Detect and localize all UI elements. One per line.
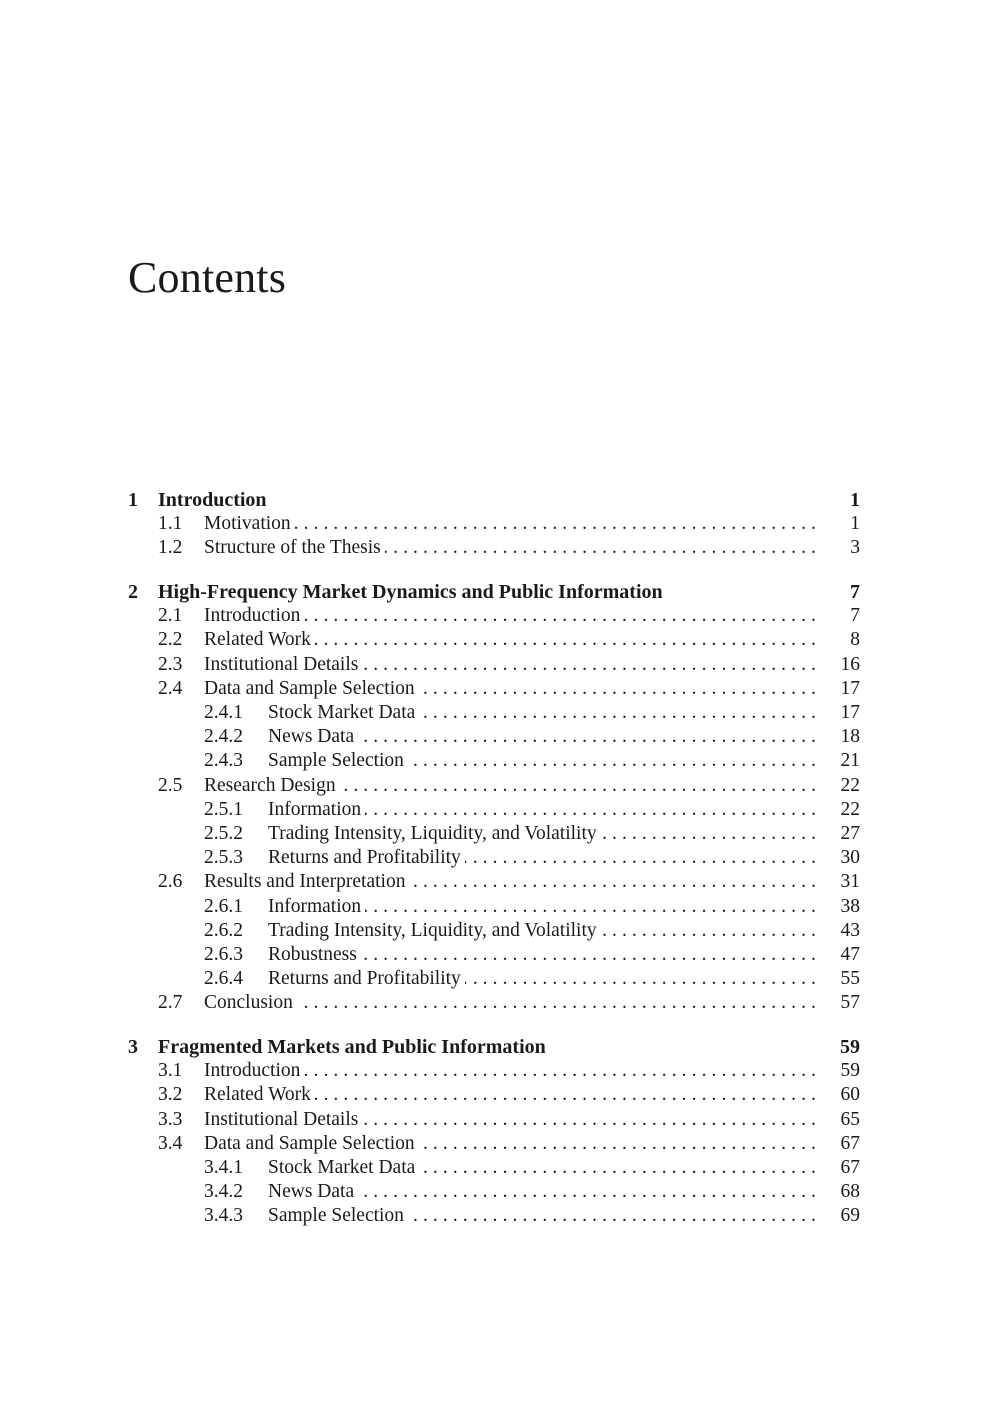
toc-entry-number: 2.3 [158,653,183,675]
toc-entry-page: 1 [850,513,860,535]
toc-entry-title-text: Fragmented Markets and Public Information [158,1036,550,1058]
toc-entry-number: 3.2 [158,1084,183,1106]
toc-subsection[interactable] [128,943,860,967]
toc-entry-page: 59 [840,1035,860,1058]
toc-entry-title-text: Information [268,799,365,820]
toc-entry-title [158,1035,816,1059]
toc-entry-number: 2.5.3 [204,847,243,869]
toc-entry-title [268,1156,816,1180]
toc-subsection[interactable] [128,749,860,773]
toc-entry-title [204,774,816,798]
toc-entry-title-text: Research Design [204,775,340,796]
toc-entry-title [204,870,816,894]
toc-entry-title-text: Stock Market Data [268,1157,419,1178]
toc-entry-title [204,536,816,560]
toc-entry-title-text: Data and Sample Selection [204,1133,419,1154]
toc-entry-title-text: Related Work [204,1084,315,1105]
toc-entry-number: 2.6 [158,871,183,893]
toc-entry-number: 2.5 [158,774,183,796]
toc-chapter[interactable] [128,488,860,512]
toc-section[interactable] [128,1108,860,1132]
toc-entry-page: 43 [840,919,860,941]
toc-section[interactable] [128,604,860,628]
toc-entry-page: 55 [840,968,860,990]
toc-entry-number: 2.4.3 [204,750,243,772]
toc-entry-title-text: Introduction [158,489,271,511]
toc-entry-page: 8 [850,629,860,651]
toc-entry-title [268,895,816,919]
toc-entry-title [204,1083,816,1107]
toc-subsection[interactable] [128,1156,860,1180]
toc-entry-title [268,919,816,943]
toc-entry-title-text: News Data [268,726,358,747]
toc-entry-page: 17 [840,702,860,723]
toc-subsection[interactable] [128,1180,860,1204]
toc-entry-number: 3.4.1 [204,1156,243,1178]
toc-entry-number: 3.4.2 [204,1181,243,1203]
toc-section[interactable] [128,991,860,1015]
toc-section[interactable] [128,677,860,701]
toc-entry-page: 59 [840,1060,860,1082]
toc-entry-title-text: Sample Selection [268,750,408,771]
toc-entry-number: 3.1 [158,1060,183,1082]
toc-entry-page: 67 [840,1156,860,1178]
toc-entry-title-text: Institutional Details [204,654,362,675]
toc-entry-page: 1 [850,489,860,511]
toc-entry-page: 7 [850,605,860,627]
toc-entry-number: 2.2 [158,629,183,651]
toc-entry-title [204,628,816,652]
toc-entry-page: 67 [840,1132,860,1154]
toc-chapter[interactable] [128,580,860,604]
toc-section[interactable] [128,774,860,798]
toc-entry-page: 68 [840,1181,860,1203]
toc-subsection[interactable] [128,895,860,919]
toc-entry-number: 2.6.1 [204,895,243,917]
toc-entry-title-text: Introduction [204,605,304,626]
toc-entry-page: 17 [840,677,860,699]
toc-entry-title-text: Information [268,896,365,917]
toc-entry-page: 7 [850,581,860,604]
toc-entry-title-text: News Data [268,1181,358,1202]
toc-entry-title-text: Returns and Profitability [268,847,465,868]
toc-entry-title [268,1204,816,1228]
toc-entry-title [268,846,816,870]
toc-entry-title [268,1180,816,1204]
toc-entry-page: 69 [840,1205,860,1227]
toc-entry-number: 3.3 [158,1108,183,1130]
toc-entry-number: 3.4.3 [204,1205,243,1227]
toc-entry-number: 2.7 [158,992,183,1014]
toc-entry-title [268,822,816,846]
toc-entry-title [268,725,816,749]
toc-entry-number: 2.5.1 [204,798,243,820]
toc-subsection[interactable] [128,701,860,725]
toc-entry-title-text: Introduction [204,1060,304,1081]
toc-entry-number: 2.6.4 [204,968,243,990]
toc-entry-number: 2.4 [158,677,183,699]
toc-entry-title-text: Stock Market Data [268,702,419,723]
toc-section[interactable] [128,512,860,536]
toc-entry-title-text: Institutional Details [204,1109,362,1130]
toc-entry-title [158,488,816,512]
toc-entry-number: 3.4 [158,1132,183,1154]
toc-subsection[interactable] [128,1204,860,1228]
toc-entry-number: 1 [128,489,138,511]
toc-entry-page: 22 [840,774,860,796]
toc-entry-page: 60 [840,1084,860,1106]
toc-entry-title [204,604,816,628]
toc-section[interactable] [128,1083,860,1107]
toc-entry-page: 31 [840,871,860,893]
table-of-contents [128,488,860,1228]
toc-entry-page: 3 [850,537,860,559]
toc-section[interactable] [128,870,860,894]
toc-entry-title [204,653,816,677]
toc-entry-page: 27 [840,822,860,844]
toc-entry-title-text: Conclusion [204,992,297,1013]
toc-entry-title-text: Motivation [204,513,295,534]
toc-entry-number: 2.5.2 [204,822,243,844]
toc-section[interactable] [128,653,860,677]
toc-section[interactable] [128,1132,860,1156]
toc-entry-title [268,701,816,725]
toc-entry-page: 38 [840,895,860,917]
toc-entry-title [204,677,816,701]
toc-entry-title-text: Sample Selection [268,1205,408,1226]
toc-subsection[interactable] [128,822,860,846]
toc-entry-title-text: Trading Intensity, Liquidity, and Volatility [268,920,601,941]
toc-subsection[interactable] [128,846,860,870]
toc-entry-page: 65 [840,1108,860,1130]
toc-entry-number: 1.2 [158,537,183,559]
toc-entry-title [204,991,816,1015]
toc-entry-title-text: Data and Sample Selection [204,678,419,699]
toc-entry-title [204,512,816,536]
page-title: Contents [128,253,287,302]
toc-subsection[interactable] [128,798,860,822]
toc-entry-title-text: Related Work [204,629,315,650]
toc-entry-title-text: Results and Interpretation [204,871,409,892]
toc-entry-page: 22 [840,798,860,820]
toc-section[interactable] [128,1059,860,1083]
toc-chapter[interactable] [128,1035,860,1059]
toc-entry-number: 2.4.1 [204,702,243,723]
toc-entry-title-text: Robustness [268,944,361,965]
toc-entry-page: 21 [840,750,860,772]
toc-entry-title [204,1108,816,1132]
toc-entry-title-text: Structure of the Thesis [204,537,385,558]
toc-entry-title [268,967,816,991]
toc-entry-number: 3 [128,1035,138,1058]
toc-entry-number: 2.6.2 [204,919,243,941]
toc-subsection[interactable] [128,725,860,749]
toc-subsection[interactable] [128,967,860,991]
toc-entry-page: 16 [840,653,860,675]
toc-subsection[interactable] [128,919,860,943]
toc-entry-title [204,1132,816,1156]
toc-entry-number: 2.4.2 [204,726,243,748]
toc-entry-number: 2.1 [158,605,183,627]
toc-entry-title [268,749,816,773]
toc-entry-page: 30 [840,847,860,869]
toc-entry-page: 18 [840,726,860,748]
toc-entry-number: 2 [128,581,138,604]
toc-entry-number: 1.1 [158,513,183,535]
toc-section[interactable] [128,628,860,652]
toc-entry-title [204,1059,816,1083]
toc-entry-title-text: Trading Intensity, Liquidity, and Volatility [268,823,601,844]
toc-entry-page: 57 [840,992,860,1014]
toc-entry-title [268,943,816,967]
toc-section[interactable] [128,536,860,560]
toc-entry-title [158,580,816,604]
toc-entry-page: 47 [840,943,860,965]
toc-entry-title [268,798,816,822]
toc-entry-title-text: Returns and Profitability [268,968,465,989]
toc-entry-number: 2.6.3 [204,943,243,965]
toc-entry-title-text: High-Frequency Market Dynamics and Public Information [158,581,667,603]
